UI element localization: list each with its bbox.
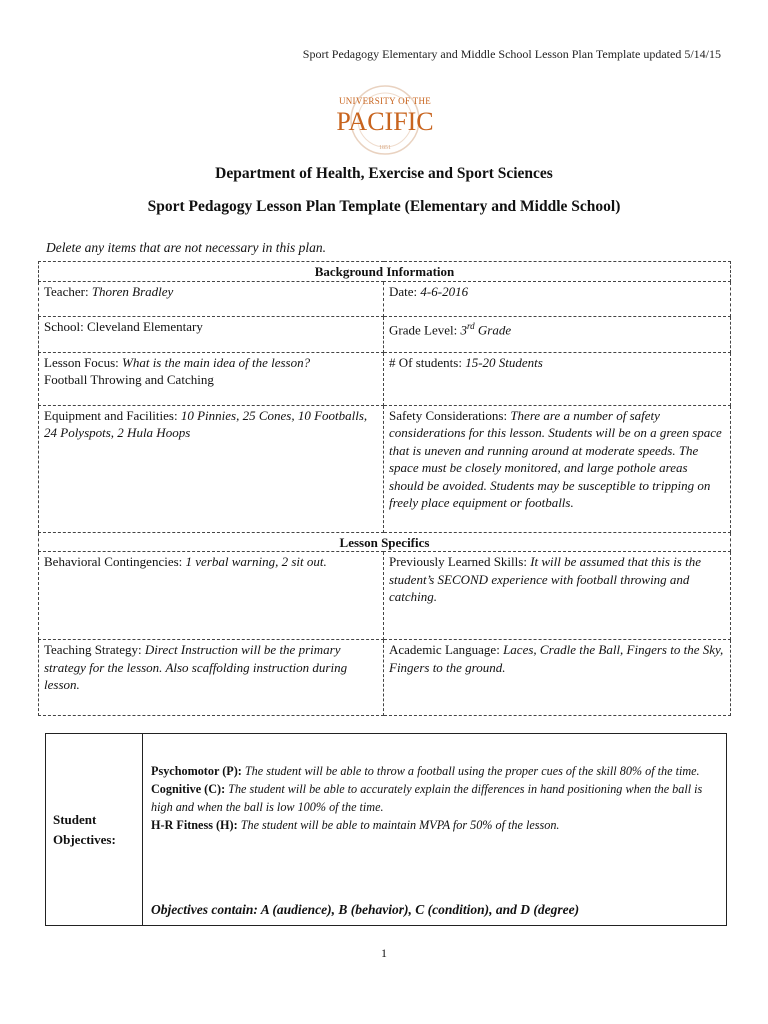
skills-value: It will be assumed that this is the student’s SECOND experience with football throwing and catching. <box>389 554 701 604</box>
students-cell: # Of students: 15-20 Students <box>384 352 731 405</box>
page-number: 1 <box>381 946 387 960</box>
objective-psychomotor: Psychomotor (P): The student will be able to throw a football using the proper cues of the skill 80% of the time. <box>151 764 700 778</box>
teacher-cell: Teacher: Thoren Bradley <box>39 281 384 316</box>
plan-title: Sport Pedagogy Lesson Plan Template (Elementary and Middle School) <box>147 198 621 215</box>
student-objectives-box <box>45 733 727 926</box>
lesson-plan-table <box>38 261 731 716</box>
students-value: 15-20 Students <box>465 354 543 370</box>
teacher-value: Thoren Bradley <box>91 283 174 299</box>
date-cell: Date: 4-6-2016 <box>384 281 731 316</box>
logo-year-text: 1851 <box>379 145 391 151</box>
objective-cognitive: Cognitive (C): The student will be able to accurately explain the differences in hand positioning when the ball is high and when the ball is low 100% of the time. <box>151 782 703 814</box>
objectives-contain-note: Objectives contain: A (audience), B (behavior), C (condition), and D (degree) <box>151 902 580 917</box>
grade-cell: Grade Level: 3rd Grade <box>384 316 731 352</box>
delete-note: Delete any items that are not necessary in this plan. <box>46 240 326 255</box>
equipment-cell: Equipment and Facilities: 10 Pinnies, 25 Cones, 10 Footballs, 24 Polyspots, 2 Hula Hoops <box>39 405 384 532</box>
safety-cell: Safety Considerations: There are a number of safety considerations for this lesson. Students will be on a green space that is uneven and running around at moderate speeds. The space must be closely monitored, and large pothole areas should be avoided. Students may be susceptible to tripping on freely place equipment or footballs. <box>384 405 731 532</box>
department-title: Department of Health, Exercise and Sport Sciences <box>215 165 553 182</box>
language-cell: Academic Language: Laces, Cradle the Ball, Fingers to the Sky, Fingers to the ground. <box>384 640 731 716</box>
lesson-focus-cell: Lesson Focus: What is the main idea of the lesson? Football Throwing and Catching <box>39 352 384 405</box>
strategy-cell: Teaching Strategy: Direct Instruction will be the primary strategy for the lesson. Also scaffolding instruction during lesson. <box>39 640 384 716</box>
strategy-value: Direct Instruction will be the primary strategy for the lesson. Also scaffolding instruction during lesson. <box>44 642 348 692</box>
safety-value: There are a number of safety considerations for this lesson. Students will be on a green space that is uneven and running around at moderate speeds. The space must be closely monitored, and large pothole areas should be avoided. Students may be susceptible to tripping on freely place equipment or footballs. <box>389 407 722 510</box>
school-cell: School: Cleveland Elementary <box>39 316 384 352</box>
behavior-value: 1 verbal warning, 2 sit out. <box>185 554 327 569</box>
school-value: Cleveland Elementary <box>86 318 203 334</box>
language-value: Laces, Cradle the Ball, Fingers to the Sky, Fingers to the ground. <box>389 642 724 675</box>
objectives-label: Student Objectives: <box>46 734 143 925</box>
logo-university-text: UNIVERSITY OF THE <box>338 96 432 106</box>
objective-fitness: H-R Fitness (H): The student will be able to maintain MVPA for 50% of the lesson. <box>151 818 560 832</box>
equipment-value: 10 Pinnies, 25 Cones, 10 Footballs, 24 Polyspots, 2 Hula Hoops <box>44 407 368 440</box>
document-header: Sport Pedagogy Elementary and Middle School Lesson Plan Template updated 5/14/15 <box>302 47 721 61</box>
lesson-focus-value: Football Throwing and Catching <box>44 372 214 387</box>
logo-pacific-text: PACIFIC <box>336 107 434 136</box>
background-heading: Background Information <box>39 262 731 282</box>
university-logo <box>334 84 436 156</box>
objectives-body <box>143 734 726 925</box>
behavior-cell: Behavioral Contingencies: 1 verbal warning, 2 sit out. <box>39 552 384 640</box>
specifics-heading: Lesson Specifics <box>39 532 731 552</box>
skills-cell: Previously Learned Skills: It will be assumed that this is the student’s SECOND experience with football throwing and catching. <box>384 552 731 640</box>
date-value: 4-6-2016 <box>420 283 469 299</box>
